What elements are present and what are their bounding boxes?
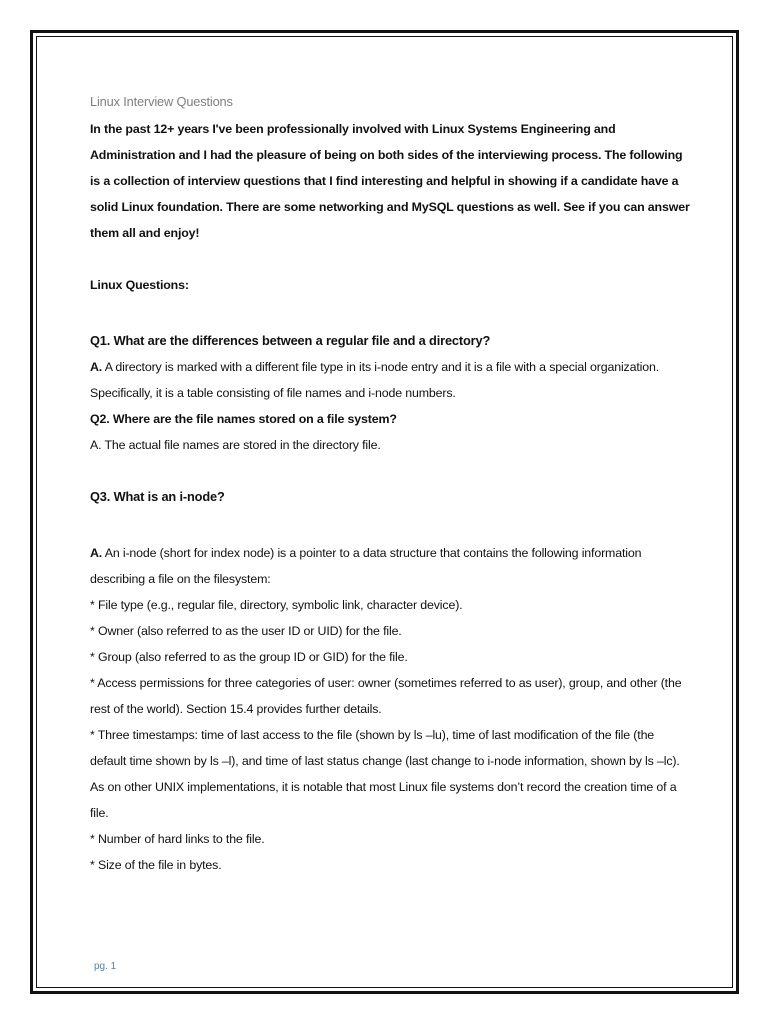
document-body xyxy=(90,92,690,878)
list-item: * Number of hard links to the file. xyxy=(90,832,265,846)
list-item: * Group (also referred to as the group ID or GID) for the file. xyxy=(90,650,408,664)
answer-3-text: An i-node (short for index node) is a pointer to a data structure that contains the following information describing a file on the filesystem: xyxy=(90,546,642,586)
answer-1-text: A directory is marked with a different file type in its i-node entry and it is a file with a special organization. Specifically, it is a table consisting of file names and i-node numbers. xyxy=(90,360,659,400)
list-item: * Size of the file in bytes. xyxy=(90,858,222,872)
question-1: Q1. What are the differences between a regular file and a directory? xyxy=(90,333,491,348)
list-item: * Three timestamps: time of last access to the file (shown by ls –lu), time of last modification of the file (the default time shown by ls –l), and time of last status change (last change to i-node information, shown by ls –lc). As on other UNIX implementations, it is notable that most Linux file systems don’t record the creation time of a file. xyxy=(90,728,680,820)
page-number: pg. 1 xyxy=(94,961,117,972)
list-item: * Owner (also referred to as the user ID or UID) for the file. xyxy=(90,624,402,638)
answer-1 xyxy=(90,354,690,406)
list-item: * File type (e.g., regular file, directory, symbolic link, character device). xyxy=(90,598,463,612)
answer-3 xyxy=(90,540,690,592)
question-2: Q2. Where are the file names stored on a file system? xyxy=(90,412,397,426)
list-item: * Access permissions for three categories of user: owner (sometimes referred to as user), group, and other (the rest of the world). Section 15.4 provides further details. xyxy=(90,676,682,716)
document-title: Linux Interview Questions xyxy=(90,94,233,109)
answer-2: A. The actual file names are stored in the directory file. xyxy=(90,438,381,452)
question-3: Q3. What is an i-node? xyxy=(90,489,225,504)
answer-3-label: A. xyxy=(90,546,103,560)
answer-1-label: A. xyxy=(90,360,103,374)
section-heading: Linux Questions: xyxy=(90,278,189,292)
intro-paragraph: In the past 12+ years I've been professionally involved with Linux Systems Engineering and Administration and I had the pleasure of being on both sides of the interviewing process. The following is a collection of interview questions that I find interesting and helpful in showing if a candidate have a solid Linux foundation. There are some networking and MySQL questions as well. See if you can answer them all and enjoy! xyxy=(90,122,690,240)
